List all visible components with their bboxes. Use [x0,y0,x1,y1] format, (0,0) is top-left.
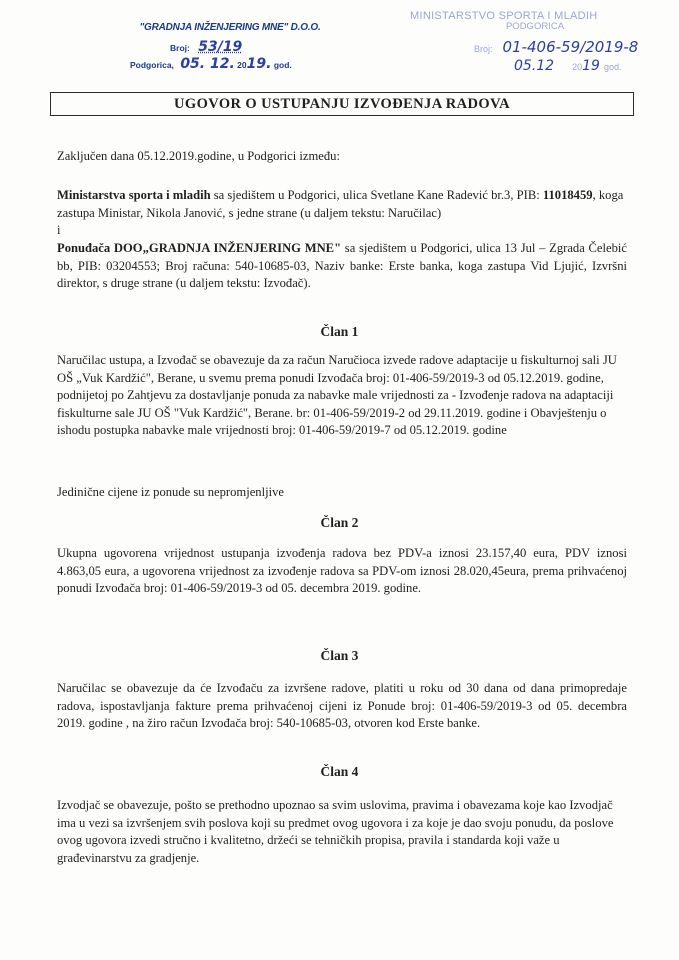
stamp-company-name: "GRADNJA INŽENJERING MNE" D.O.O. [139,22,321,33]
party-one-text: sa sjedištem u Podgorici, ulica Svetlane Kane Radević br.3, PIB: [210,188,543,202]
stamp-date-value: 05. 12. [180,56,235,72]
article-3-text: Naručilac se obavezuje da će Izvođaču za izvršene radove, platiti u roku od 30 dana od dana primopredaje radova, ispostavljanja fakture prema prihvaćenoj cijeni iz Ponude broj: 01-406-59/2019-3 od 05. decembra 2019. godine , na žiro račun Izvođača broj: 540-10685-03, otvoren kod Erste banke. [57,681,627,730]
article-4-text: Izvodjač se obavezuje, pošto se prethodno upoznao sa svim uslovima, pravima i obavezama koje kao Izvodjač ima u vezi sa izvršenjem svih poslova koji su predmet ovog ugovora i za koje je dao svoju ponudu, da poslove ovog ugovora izvedi stručno i kvalitetno, držeći se tehničkih propisa, pravila i standarda koji važe u građevinarstvu za gradjenje. [57,798,614,865]
stamp-date-row [130,56,330,72]
party-one-text-2: , koga zastupa Ministar, Nikola Janović, s jedne strane (u daljem tekstu: Naručilac) [57,188,624,220]
document-title: UGOVOR O USTUPANJU IZVOĐENJA RADOVA [50,92,634,116]
conjunction: i [57,223,61,237]
ministry-stamp-name: MINISTARSTVO SPORTA I MLADIH [410,10,598,22]
ministry-stamp-number-row [474,38,660,57]
party-two-text: sa sjedištem u Podgorici, ulica 13 Jul – Zgrada Čelebić bb, PIB: 03204553; Broj računa: 540-10685-03, Naziv banke: Erste banka, koga zastupa Vid Ljujić, Izvršni direktor, s druge strane (u daljem tekstu: Izvođač). [57,241,627,290]
ministry-stamp-number-label: Broj: [474,44,493,54]
stamp-number-label: Broj: [170,43,190,53]
stamp-year-prefix: 20 [237,60,247,70]
article-1-heading: Član 1 [320,324,359,339]
article-2-text: Ukupna ugovorena vrijednost ustupanja izvođenja radova bez PDV-a iznosi 23.157,40 eura, PDV iznosi 4.863,05 eura, a ugovorena vrijednost za izvođenje radova sa PDV-om iznosi 28.020,45eura, prema prihvaćenoj ponudi Izvođača broj: 01-406-59/2019-3 od 05. decembra 2019. godine. [57,546,627,595]
stamp-place-label: Podgorica, [130,60,174,70]
ministry-stamp-year-value: 19 [582,58,600,74]
ministry-stamp [410,10,660,75]
stamp-year-suffix: god. [273,60,292,70]
intro-line: Zaključen dana 05.12.2019.godine, u Podgorici između: [57,149,340,163]
article-4-heading: Član 4 [320,764,359,779]
party-two [57,240,627,293]
party-two-name: Ponuđača DOO„GRADNJA INŽENJERING MNE" [57,241,342,255]
party-one [57,187,627,222]
ministry-stamp-year-prefix: 20 [572,62,583,72]
party-one-pib: 11018459 [542,188,593,202]
article-1-extra: Jedinične cijene iz ponude su nepromjenljive [57,485,284,499]
stamp-number-row [170,39,330,55]
ministry-stamp-date-value: 05.12 [514,58,555,74]
ministry-stamp-city: PODGORICA [505,21,565,32]
article-2-heading: Član 2 [320,515,359,530]
stamp-number-value: 53/19 [198,39,243,55]
stamp-year-value: 19. [246,56,272,72]
party-one-name: Ministarstva sporta i mladih [57,188,211,202]
ministry-stamp-number-value: 01-406-59/2019-8 [502,38,639,56]
ministry-stamp-date-row [514,57,660,75]
contractor-stamp [130,22,330,72]
article-1-text: Naručilac ustupa, a Izvođač se obavezuje da za račun Naručioca izvede radove adaptacije u fiskulturnoj sali JU OŠ „Vuk Kardžić", Berane, u svemu prema ponudi Izvođača broj: 01-406-59/2019-3 od 05.12.2019. godine, podnijetoj po Zahtjevu za dostavljanje ponuda za nabavke male vrijednosti za - Izvođenje radova na adaptaciji fiskulturne sale JU OŠ "Vuk Kardžić", Berane. br: 01-406-59/2019-2 od 29.11.2019. godine i Obavještenju o ishodu postupka nabavke male vrijednosti broj: 01-406-59/2019-7 od 05.12.2019. godine [57,353,617,437]
article-3-heading: Član 3 [320,648,359,663]
ministry-stamp-year-suffix: god. [603,62,622,72]
